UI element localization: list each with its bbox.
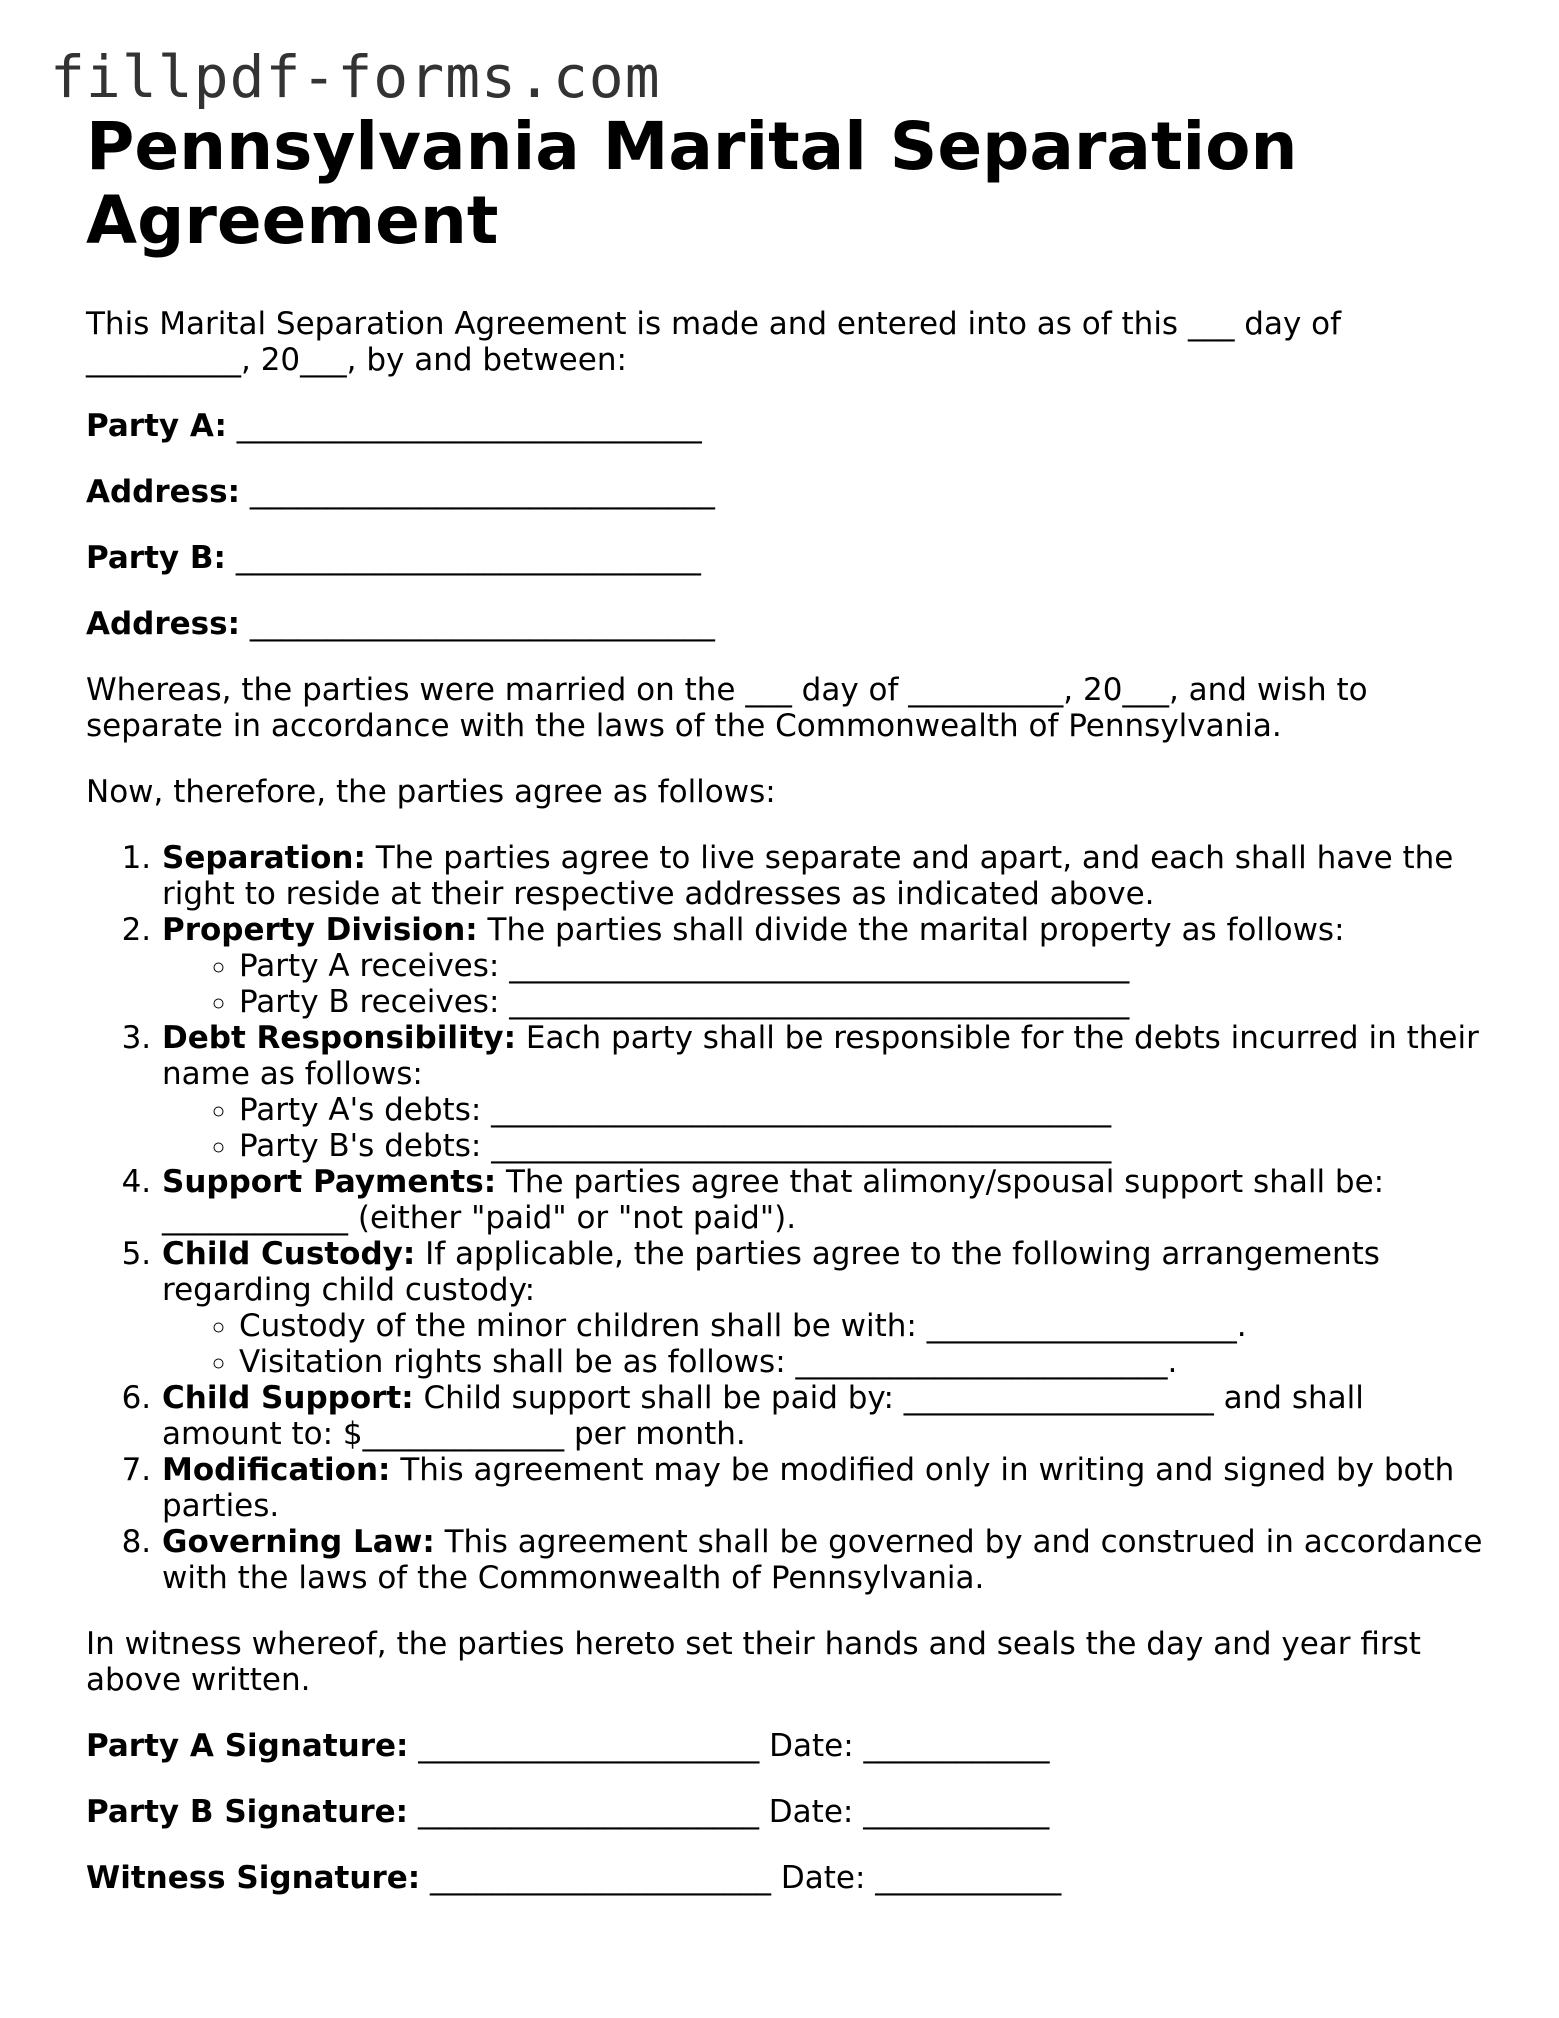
party-b-address-field[interactable] [86, 606, 1486, 642]
clause-modification [161, 1452, 1486, 1524]
clause-text: The parties shall divide the marital property as follows: [487, 912, 1345, 948]
clause-heading: Modification: [162, 1452, 391, 1488]
field-blank[interactable]: ______________________________ [249, 606, 715, 642]
party-b-signature-line[interactable] [86, 1794, 1486, 1830]
clause-heading: Separation: [162, 840, 366, 876]
witness-signature-line[interactable] [86, 1860, 1486, 1896]
witness-paragraph: In witness whereof, the parties hereto set their hands and seals the day and year first above written. [86, 1626, 1421, 1698]
signature-blank[interactable]: ______________________ [430, 1860, 772, 1896]
party-a-field[interactable] [86, 408, 1486, 444]
clause-support-payments [161, 1164, 1486, 1236]
signature-date[interactable]: Date: ____________ [769, 1728, 1050, 1764]
field-label: Party A: [86, 408, 227, 444]
signature-label: Witness Signature: [86, 1860, 421, 1896]
sub-list [162, 1308, 1486, 1380]
clause-heading: Child Support: [162, 1380, 414, 1416]
party-b-field[interactable] [86, 540, 1486, 576]
clause-child-support [161, 1380, 1486, 1452]
clause-heading: Child Custody: [162, 1236, 416, 1272]
field-blank[interactable]: ______________________________ [236, 408, 702, 444]
party-a-signature-line[interactable] [86, 1728, 1486, 1764]
field-blank[interactable]: ______________________________ [235, 540, 701, 576]
sub-item-visitation[interactable]: ◦ Visitation rights shall be as follows: ________________________. [239, 1344, 1486, 1380]
sub-item-custody[interactable]: ◦ Custody of the minor children shall be with: ____________________. [239, 1308, 1486, 1344]
sub-item-party-a-debts[interactable]: ◦ Party A's debts: ________________________________________ [239, 1092, 1486, 1128]
clause-text: Each party shall be responsible for the debts incurred in their name as follows: [162, 1020, 1479, 1092]
sub-item-party-a-receives[interactable]: ◦ Party A receives: ________________________________________ [239, 948, 1486, 984]
field-blank[interactable]: ______________________________ [249, 474, 715, 510]
party-a-address-field[interactable] [86, 474, 1486, 510]
whereas-paragraph: Whereas, the parties were married on the ___ day of __________, 20___, and wish to separate in accordance with the laws of the Commonwealth of Pennsylvania. [86, 672, 1368, 744]
clause-text[interactable]: Child support shall be paid by: ____________________ and shall amount to: $_____________ per month. [162, 1380, 1364, 1452]
intro-paragraph: This Marital Separation Agreement is made and entered into as of this ___ day of __________, 20___, by and between: [86, 306, 1342, 378]
sub-item-party-b-receives[interactable]: ◦ Party B receives: ________________________________________ [239, 984, 1486, 1020]
clause-debt-responsibility [161, 1020, 1486, 1164]
clause-child-custody [161, 1236, 1486, 1380]
clause-heading: Debt Responsibility: [162, 1020, 517, 1056]
document-page [86, 110, 1486, 1896]
clause-heading: Property Division: [162, 912, 478, 948]
clause-text: This agreement may be modified only in writing and signed by both parties. [162, 1452, 1455, 1524]
field-label: Address: [86, 606, 240, 642]
signature-date[interactable]: Date: ____________ [768, 1794, 1050, 1830]
signature-blank[interactable]: ______________________ [418, 1728, 760, 1764]
clause-text: This agreement shall be governed by and construed in accordance with the laws of the Commonwealth of Pennsylvania. [162, 1524, 1483, 1596]
clause-property-division [161, 912, 1486, 1020]
clause-text: If applicable, the parties agree to the following arrangements regarding child custody: [162, 1236, 1380, 1308]
now-therefore-paragraph: Now, therefore, the parties agree as follows: [86, 774, 776, 810]
signature-label: Party B Signature: [86, 1794, 409, 1830]
document-title: Pennsylvania Marital Separation Agreement [86, 108, 1298, 259]
sub-list [162, 948, 1486, 1020]
clause-text[interactable]: The parties agree that alimony/spousal support shall be: ____________ (either "paid" or "not paid"). [162, 1164, 1385, 1236]
clause-governing-law [161, 1524, 1486, 1596]
clause-text: The parties agree to live separate and apart, and each shall have the right to reside at their respective addresses as indicated above. [162, 840, 1454, 912]
signature-label: Party A Signature: [86, 1728, 409, 1764]
field-label: Party B: [86, 540, 226, 576]
clause-heading: Governing Law: [162, 1524, 435, 1560]
clause-separation [161, 840, 1486, 912]
watermark: fillpdf-forms.com [50, 43, 661, 111]
sub-list [162, 1092, 1486, 1164]
clause-list [86, 840, 1486, 1596]
signature-date[interactable]: Date: ____________ [780, 1860, 1062, 1896]
clause-heading: Support Payments: [162, 1164, 497, 1200]
sub-item-party-b-debts[interactable]: ◦ Party B's debts: ________________________________________ [239, 1128, 1486, 1164]
signature-blank[interactable]: ______________________ [417, 1794, 759, 1830]
field-label: Address: [86, 474, 240, 510]
